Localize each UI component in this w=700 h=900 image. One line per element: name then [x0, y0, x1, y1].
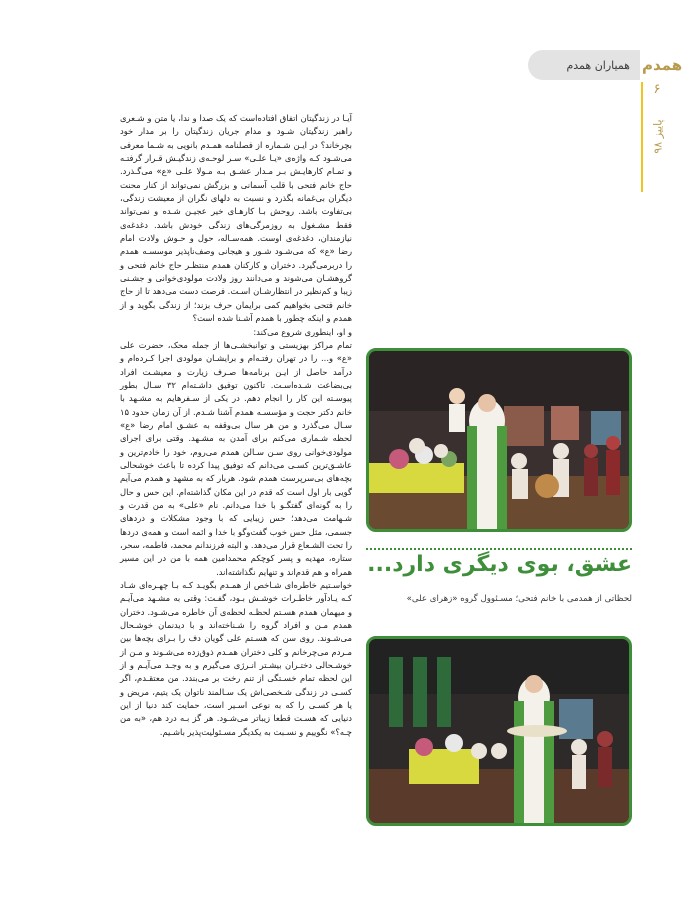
paragraph-intro: آیـا در زندگیتان اتفاق افتاده‌است که یک صدا و ندا، یا متن و شـعری راهبر زندگیتان شـود و مدام جریان زندگیتان را بر مدار خود بچرخاند؟ در ایـن شـماره از فصلنامه همـدم بانویی به شـما معرفی می‌شـود کـه واژه‌ی «یـا علـی» سـر لوحـه‌ی زندگیـش قـرار گرفتـه و تمـام کارهایـش بـر مـدار عشـق بـه مـولا علـی «ع» می‌گـذرد. حاج خانم فتحی با قلب آسمانی و بزرگش نمی‌تواند از کنار محنت دیگران بی‌غمانه بگذرد و نسبت به دلهای نگران از معیشت زندگی، بی‌تفاوت باشد. روحش بـا کارهـای خیر عجیـن شـده و نمی‌تواند فقط مشـغول به روزمرگی‌های زندگی خودش باشد. دغدغه‌ی نیازمندان، دغدغه‌ی اوست. همه‌سـاله، حول و حـوش ولادت امام رضا «ع» که می‌شـود شـور و هیجانی وصف‌ناپذیر موسسـه همدم را دربرمی‌گیرد. دختران و کارکنان همدم منتظـر حاج خانم فتحی و گروهشـان می‌شوند و می‌دانند روز ولادت مولودی‌خوانی و جشـنی زیبا و کم‌نظیر در انتظارشـان اسـت. فرصت دست می‌دهد تا از حاج خانم فتحی بخواهیم کمی برایمان حرف بزند؛ از زندگی بگوید و از همدم و اینکه چطور با همدم آشـنا شده است؟: [120, 113, 352, 324]
section-tab: [528, 50, 640, 80]
section-label: همیاران همدم: [566, 58, 630, 72]
paragraph-lead: و او، اینطوری شروع می‌کند:: [253, 326, 352, 337]
article-body: [120, 112, 352, 739]
magazine-logo: همدم: [642, 56, 683, 74]
paragraph-memory: خواسـتیم خاطره‌ای شـاخص از همـدم بگویـد کـه بـا چهـره‌ای شـاد کـه یـادآور خاطـرات خوشـش بـود، گفـت: وقتی به مشـهد می‌آیـم و میهمان همدم هسـتم لحظـه لحظه‌ی آن خاطره می‌شـود. دختران همدم مـن و افراد گروه را شـناخته‌اند و با دیدنمان خوشـحال می‌شـوند. روی سن که هسـتم علی گویان دف را بـرای بچه‌ها بین مـردم می‌چرخانم و کلی دختران همـدم ذوق‌زده می‌شـوند و مـن از خوشـحالی دختـران بیشـتر انـرژی می‌گیرم و به وجـد می‌آیـم و از این لحظه تمام خسـتگی از تنم رخت بر می‌بندد. من معتقـدم، اگر کسـی در زندگی شـخصی‌اش یک سـالمند ناتوان یک یتیم، مریض و یا هر کسـی را که به نوعی اسـیر است، حمایت کند دنیا از این دنیایی که هسـت قطعا زیباتر می‌شـود. هر گز بـه درد هم، «به من چـه؟» نگوییم و نسـبت به یکدیگر مسـئولیت‌پذیر باشـیم.: [120, 580, 352, 737]
event-photo-1: [366, 348, 632, 532]
article-subtitle: لحظاتی از همدمی با خانم فتحی؛ مسـئوول گروه «زهرای علی»: [406, 594, 632, 604]
photo-2-illustration: [369, 639, 629, 823]
header-divider: [641, 82, 643, 192]
paragraph-main: تمام مراکز بهزیستی و توانبخشـی‌ها از جمله محک، حضرت علی «ع» و... را در تهران رفتـه‌ام و برایشـان مولودی اجرا کـرده‌ام و درآمد حاصل از ایـن برنامه‌ها صـرف زیارت و معیشـت افراد بی‌بضاعت شـده‌اسـت. تاکنون توفیق داشـته‌ام ۳۲ سـال بطور پیوسـته این کار را انجام دهم. در یکی از سـفرهایم به مشـهد با خانم دکتر حجت و مؤسسـه همدم آشنا شـدم. از آن زمان حدود ۱۵ سـال می‌گذرد و من هر سال بی‌وقفه به عشـق امام رضا «ع» لحظه شـماری می‌کنم برای آمدن به مشـهد. وقتی برای اجرای مولودی‌خوانی روی سـن سـالن همدم می‌روم، خود را خادم‌ترین و عاشـق‌ترین کسـی می‌دانم که توفیق پیدا کرده تا باعث خوشحالی بچه‌های بی‌سرپرست همدم شود. هربار که به مشهد و همدم می‌آیم گویی بار اول است که قدم در این مکان گذاشته‌ام. این حس و حال را به گونه‌ای گفتگـو با خدا می‌دانم. نام «علی» به من قدرت و شـهامت می‌دهد؛ حس زیبایی که با وجود مشکلات و دردهای جسمی، مثل حس خوب گفت‌وگو با خدا و ائمه است و همه‌ی دردها را تحت الشـعاع قرار می‌دهد. و البته فرزندانم محمد، فاطمه، سحر، ستاره، مهدیه و پسر کوچکم محمدامین همه با من در این مسیر همراه و هم قدم‌اند و تنهایم نگذاشته‌اند.: [120, 339, 352, 577]
article-title: عشق، بوی دیگری دارد...: [367, 552, 632, 577]
page-number: ۶: [653, 82, 661, 97]
event-photo-2: [366, 636, 632, 826]
issue-label: پاییز ۹۸: [651, 119, 665, 154]
title-divider: [366, 548, 632, 550]
photo-1-illustration: [369, 351, 629, 529]
